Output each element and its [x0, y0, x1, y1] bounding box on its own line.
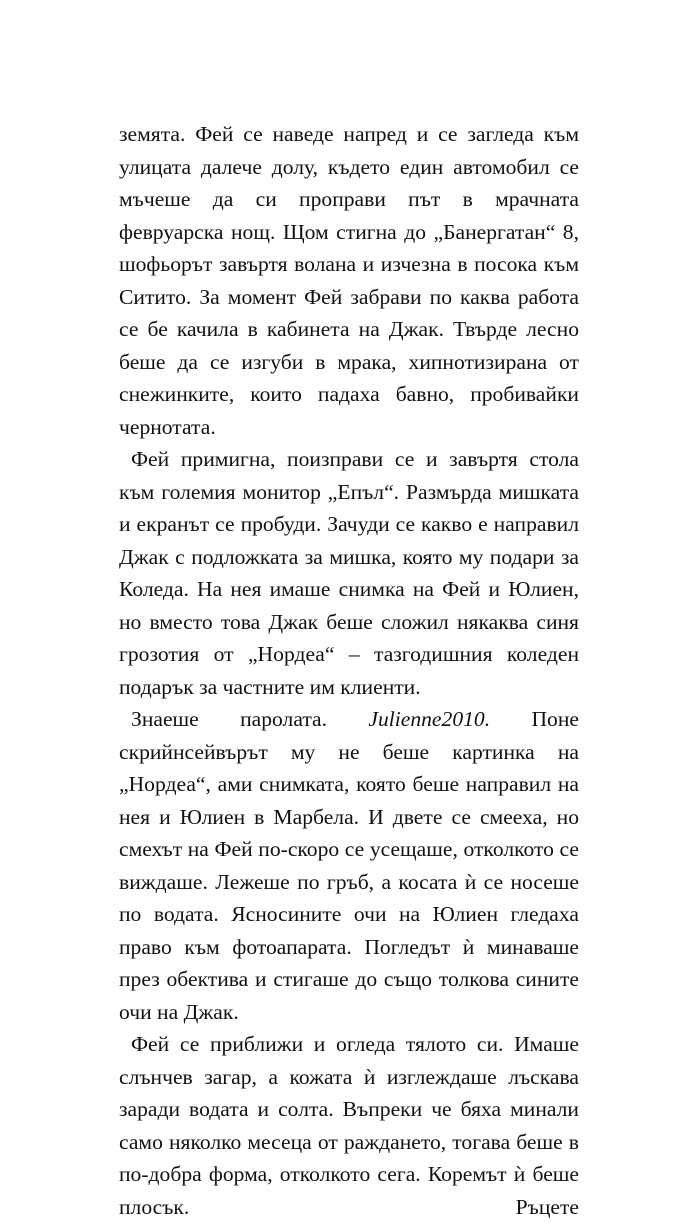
book-page: [119, 118, 579, 1223]
paragraph-3-text-start: Знаеше паролата.: [131, 707, 369, 731]
paragraph-3-text-end: Поне скрийнсейвърът му не беше картинка на „Нордеа“, ами снимката, която беше направил на нея и Юлиен в Марбела. И двете се смееха, но смехът на Фей по-скоро се усещаше, отколкото се виждаше. Лежеше по гръб, а косата ѝ се носеше по водата. Ясносините очи на Юлиен гледаха право към фотоапарата. Погледът ѝ минаваше през обектива и стигаше до също толкова сините очи на Джак.: [119, 707, 579, 1024]
paragraph-3: [119, 703, 579, 1028]
password-italic: Julienne2010.: [368, 707, 491, 731]
paragraph-2: Фей примигна, поизправи се и завъртя стола към големия монитор „Епъл“. Размърда мишката и екранът се пробуди. Зачуди се какво е направил Джак с подложката за мишка, която му подари за Коледа. На нея имаше снимка на Фей и Юлиен, но вместо това Джак беше сложил някаква синя грозотия от „Нордеа“ – тазгодишния коледен подарък за частните им клиенти.: [119, 447, 579, 699]
paragraph-4: Фей се приближи и огледа тялото си. Имаше слънчев загар, а кожата ѝ изглеждаше лъскава заради водата и солта. Въпреки че бяха минали само няколко месеца от раждането, тогава беше в по-добра форма, отколкото сега. Коремът ѝ беше плосък. Ръцете: [119, 1032, 579, 1219]
paragraph-1: земята. Фей се наведе напред и се загледа към улицата далече долу, където един автомобил се мъчеше да си проправи път в мрачната февруарска нощ. Щом стигна до „Банергатан“ 8, шофьорът завъртя волана и изчезна в посока към Ситито. За момент Фей забрави по каква работа се бе качила в кабинета на Джак. Твърде лесно беше да се изгуби в мрака, хипнотизирана от снежинките, които падаха бавно, пробивайки чернотата.: [119, 122, 579, 439]
